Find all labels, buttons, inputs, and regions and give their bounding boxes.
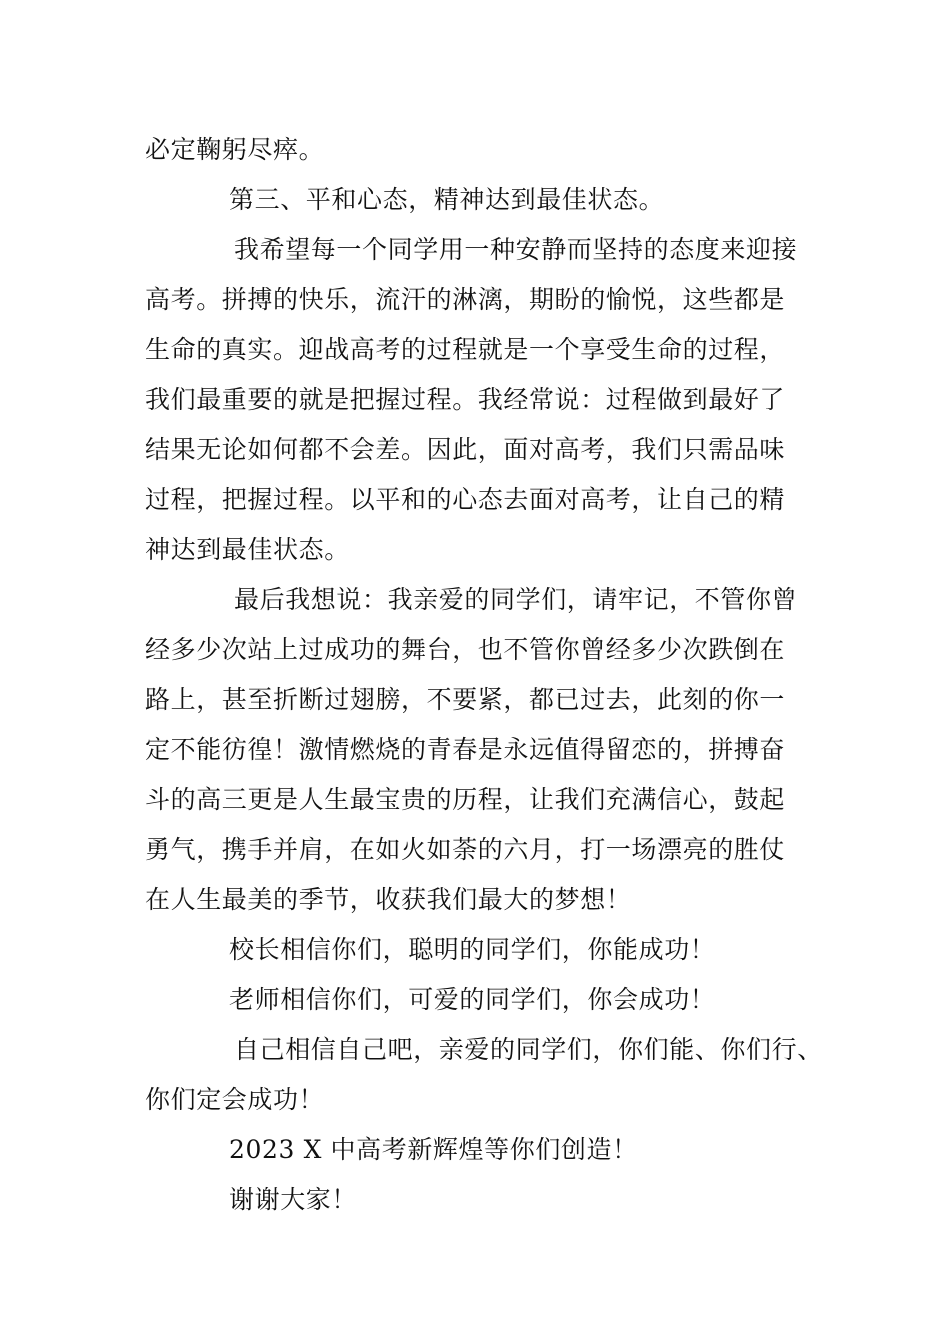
text-line: 生命的真实。迎战高考的过程就是一个享受生命的过程， bbox=[145, 335, 786, 364]
text-line: 定不能彷徨！激情燃烧的青春是永远值得留恋的，拼搏奋 bbox=[145, 735, 786, 764]
text-line: 斗的高三更是人生最宝贵的历程，让我们充满信心，鼓起 bbox=[145, 785, 786, 814]
text-line: 经多少次站上过成功的舞台，也不管你曾经多少次跌倒在 bbox=[145, 635, 786, 664]
text-line: 在人生最美的季节，收获我们最大的梦想！ bbox=[145, 885, 632, 914]
text-line: 勇气，携手并肩，在如火如荼的六月，打一场漂亮的胜仗 bbox=[145, 835, 786, 864]
paragraph-start: 校长相信你们，聪明的同学们，你能成功！ bbox=[229, 935, 716, 964]
text-line: 我们最重要的就是把握过程。我经常说：过程做到最好了 bbox=[145, 385, 786, 414]
paragraph-start: 自己相信自己吧，亲爱的同学们，你们能、你们行、 bbox=[234, 1035, 823, 1064]
text-line: 高考。拼搏的快乐，流汗的淋漓，期盼的愉悦，这些都是 bbox=[145, 285, 786, 314]
paragraph-start: 2023 X 中高考新辉煌等你们创造！ bbox=[229, 1135, 638, 1164]
text-line: 必定鞠躬尽瘁。 bbox=[145, 135, 325, 164]
text-line: 你们定会成功！ bbox=[145, 1085, 325, 1114]
section-heading: 第三、平和心态，精神达到最佳状态。 bbox=[229, 185, 665, 214]
paragraph-start: 老师相信你们，可爱的同学们，你会成功！ bbox=[229, 985, 716, 1014]
text-line: 路上，甚至折断过翅膀，不要紧，都已过去，此刻的你一 bbox=[145, 685, 786, 714]
text-line: 结果无论如何都不会差。因此，面对高考，我们只需品味 bbox=[145, 435, 786, 464]
paragraph-start: 最后我想说：我亲爱的同学们，请牢记，不管你曾 bbox=[234, 585, 798, 614]
speech-text bbox=[145, 125, 823, 1225]
closing-line: 谢谢大家！ bbox=[229, 1185, 358, 1214]
paragraph-start: 我希望每一个同学用一种安静而坚持的态度来迎接 bbox=[234, 235, 798, 264]
text-line: 过程，把握过程。以平和的心态去面对高考，让自己的精 bbox=[145, 485, 786, 514]
text-line: 神达到最佳状态。 bbox=[145, 535, 350, 564]
